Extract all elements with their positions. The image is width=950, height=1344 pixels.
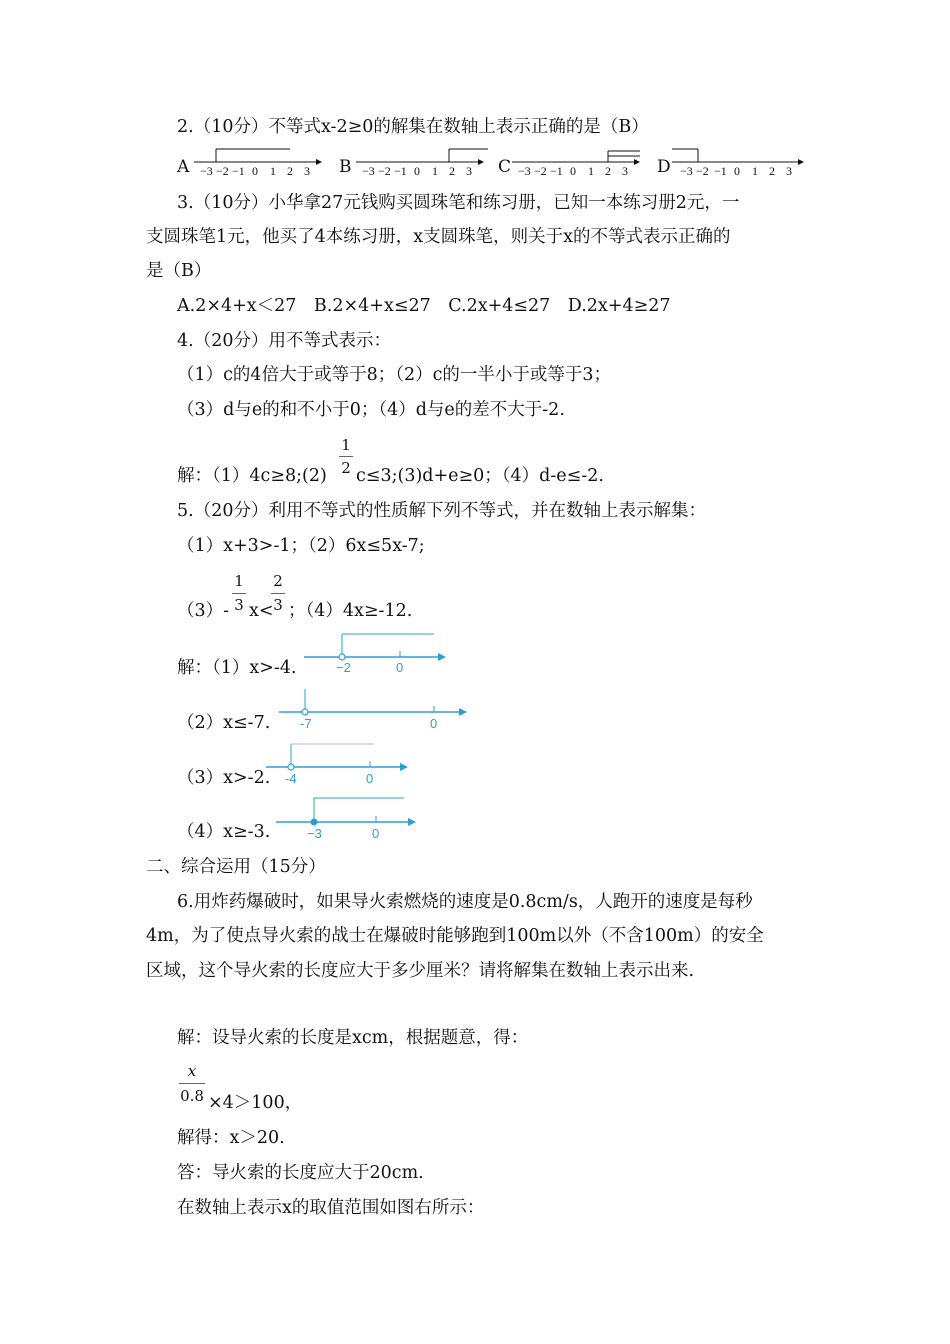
- tick-label: 2: [449, 164, 455, 178]
- tick-label: −2: [378, 164, 391, 178]
- q5-frac-a-num: 1: [234, 572, 244, 590]
- tick-label: 1: [432, 164, 438, 178]
- q2-stem: 2.（10分）不等式x-2≥0的解集在数轴上表示正确的是（B）: [177, 117, 649, 137]
- q4-answer-lead: 解：（1）4c≥8;(2): [177, 466, 327, 486]
- q6-solution-line-3: 解得：x＞20.: [177, 1128, 285, 1148]
- q3-stem-line-3: 是（B）: [146, 261, 212, 281]
- q5-item-3-tail: ；（4）4x≥-12.: [288, 601, 413, 621]
- fraction-bar: [179, 1083, 205, 1084]
- q6-stem-line-3: 区域，这个导火索的长度应大于多少厘米？请将解集在数轴上表示出来.: [146, 961, 695, 981]
- q5-solution-4: （4）x≥-3.: [177, 822, 271, 842]
- tick-label: −2: [534, 164, 547, 178]
- tick-label: −2: [216, 164, 229, 178]
- tick-label: 0: [734, 164, 740, 178]
- tick-label: −1: [550, 164, 563, 178]
- q6-stem-line-2: 4m，为了使点导火索的战士在爆破时能够跑到100m以外（不含100m）的安全: [146, 926, 764, 946]
- q6-solution-line-2: ×4＞100，: [208, 1093, 303, 1113]
- q6-solution-line-4: 答：导火索的长度应大于20cm.: [177, 1163, 424, 1183]
- q6-solution-line-5: 在数轴上表示x的取值范围如图右所示：: [177, 1198, 485, 1218]
- axis-label: 0: [372, 826, 380, 841]
- q2-option-c-label: C: [498, 157, 512, 177]
- q5-item-3-mid: x<: [249, 601, 274, 621]
- fraction-bar: [232, 593, 246, 594]
- q5-solution-2-axis: [275, 685, 470, 733]
- q2-option-d-axis: [668, 143, 808, 179]
- tick-label: −1: [714, 164, 727, 178]
- tick-label: 3: [786, 164, 792, 178]
- tick-label: 0: [570, 164, 576, 178]
- q6-stem-line-1: 6.用炸药爆破时，如果导火索燃烧的速度是0.8cm/s，人跑开的速度是每秒: [177, 892, 753, 912]
- tick-label: 1: [588, 164, 594, 178]
- q4-item-line-2: （3）d与e的和不小于0；（4）d与e的差不大于-2.: [177, 400, 565, 420]
- tick-label: 1: [752, 164, 758, 178]
- q6-frac-den: 0.8: [180, 1087, 204, 1105]
- q5-solution-1: 解：（1）x>-4.: [177, 658, 297, 678]
- axis-label: -4: [285, 771, 297, 786]
- q5-solution-3-axis: [262, 740, 412, 788]
- section-2-heading: 二、综合运用（15分）: [146, 857, 326, 877]
- axis-label: -7: [300, 716, 312, 731]
- fraction-bar: [339, 456, 353, 457]
- q2-option-a-label: A: [177, 157, 190, 177]
- q3-choices: A.2×4+x＜27 B.2×4+x≤27 C.2x+4≤27 D.2x+4≥27: [177, 296, 671, 316]
- axis-label: 0: [396, 660, 404, 675]
- tick-label: 2: [287, 164, 293, 178]
- tick-label: −3: [680, 164, 693, 178]
- q4-answer-frac-num: 1: [341, 436, 351, 454]
- q6-solution-line-1: 解：设导火索的长度是xcm，根据题意，得：: [177, 1028, 529, 1048]
- q5-solution-2: （2）x≤-7.: [177, 713, 271, 733]
- tick-label: 0: [414, 164, 420, 178]
- tick-label: −1: [232, 164, 245, 178]
- tick-label: 2: [769, 164, 775, 178]
- q2-option-d-label: D: [657, 157, 671, 177]
- tick-label: −3: [200, 164, 213, 178]
- q5-item-line-1: （1）x+3>-1；（2）6x≤5x-7;: [177, 536, 425, 556]
- q4-stem: 4.（20分）用不等式表示：: [177, 331, 391, 351]
- q2-option-c-axis: [508, 143, 648, 179]
- q5-frac-a-den: 3: [234, 596, 244, 614]
- tick-label: −1: [394, 164, 407, 178]
- q2-option-b-axis: [352, 143, 492, 179]
- q3-stem-line-1: 3.（10分）小华拿27元钱购买圆珠笔和练习册，已知一本练习册2元，一: [177, 193, 740, 213]
- q5-stem: 5.（20分）利用不等式的性质解下列不等式，并在数轴上表示解集：: [177, 501, 706, 521]
- tick-label: 2: [605, 164, 611, 178]
- axis-label: 0: [366, 771, 374, 786]
- axis-label: −2: [336, 660, 351, 675]
- q5-solution-1-axis: [300, 628, 450, 678]
- tick-label: 0: [252, 164, 258, 178]
- tick-label: 3: [304, 164, 310, 178]
- q2-option-b-label: B: [339, 157, 352, 177]
- q5-frac-b-den: 3: [273, 596, 283, 614]
- q5-solution-3: （3）x>-2.: [177, 768, 271, 788]
- q5-item-3-lead: （3）-: [177, 601, 230, 621]
- axis-label: 0: [430, 716, 438, 731]
- tick-label: 3: [622, 164, 628, 178]
- q4-answer-frac-den: 2: [341, 459, 351, 477]
- tick-label: −3: [518, 164, 531, 178]
- q5-frac-b-num: 2: [273, 572, 283, 590]
- fraction-bar: [271, 593, 285, 594]
- q3-stem-line-2: 支圆珠笔1元，他买了4本练习册，x支圆珠笔，则关于x的不等式表示正确的: [146, 227, 731, 247]
- q6-frac-num: x: [187, 1062, 197, 1080]
- tick-label: −2: [696, 164, 709, 178]
- tick-label: 1: [270, 164, 276, 178]
- q4-item-line-1: （1）c的4倍大于或等于8；（2）c的一半小于或等于3；: [177, 365, 612, 385]
- tick-label: 3: [466, 164, 472, 178]
- q4-answer-tail: c≤3;(3)d+e≥0；（4）d-e≤-2.: [356, 466, 604, 486]
- axis-label: −3: [307, 826, 322, 841]
- tick-label: −3: [362, 164, 375, 178]
- q2-option-a-axis: [190, 143, 325, 179]
- q5-solution-4-axis: [272, 795, 422, 843]
